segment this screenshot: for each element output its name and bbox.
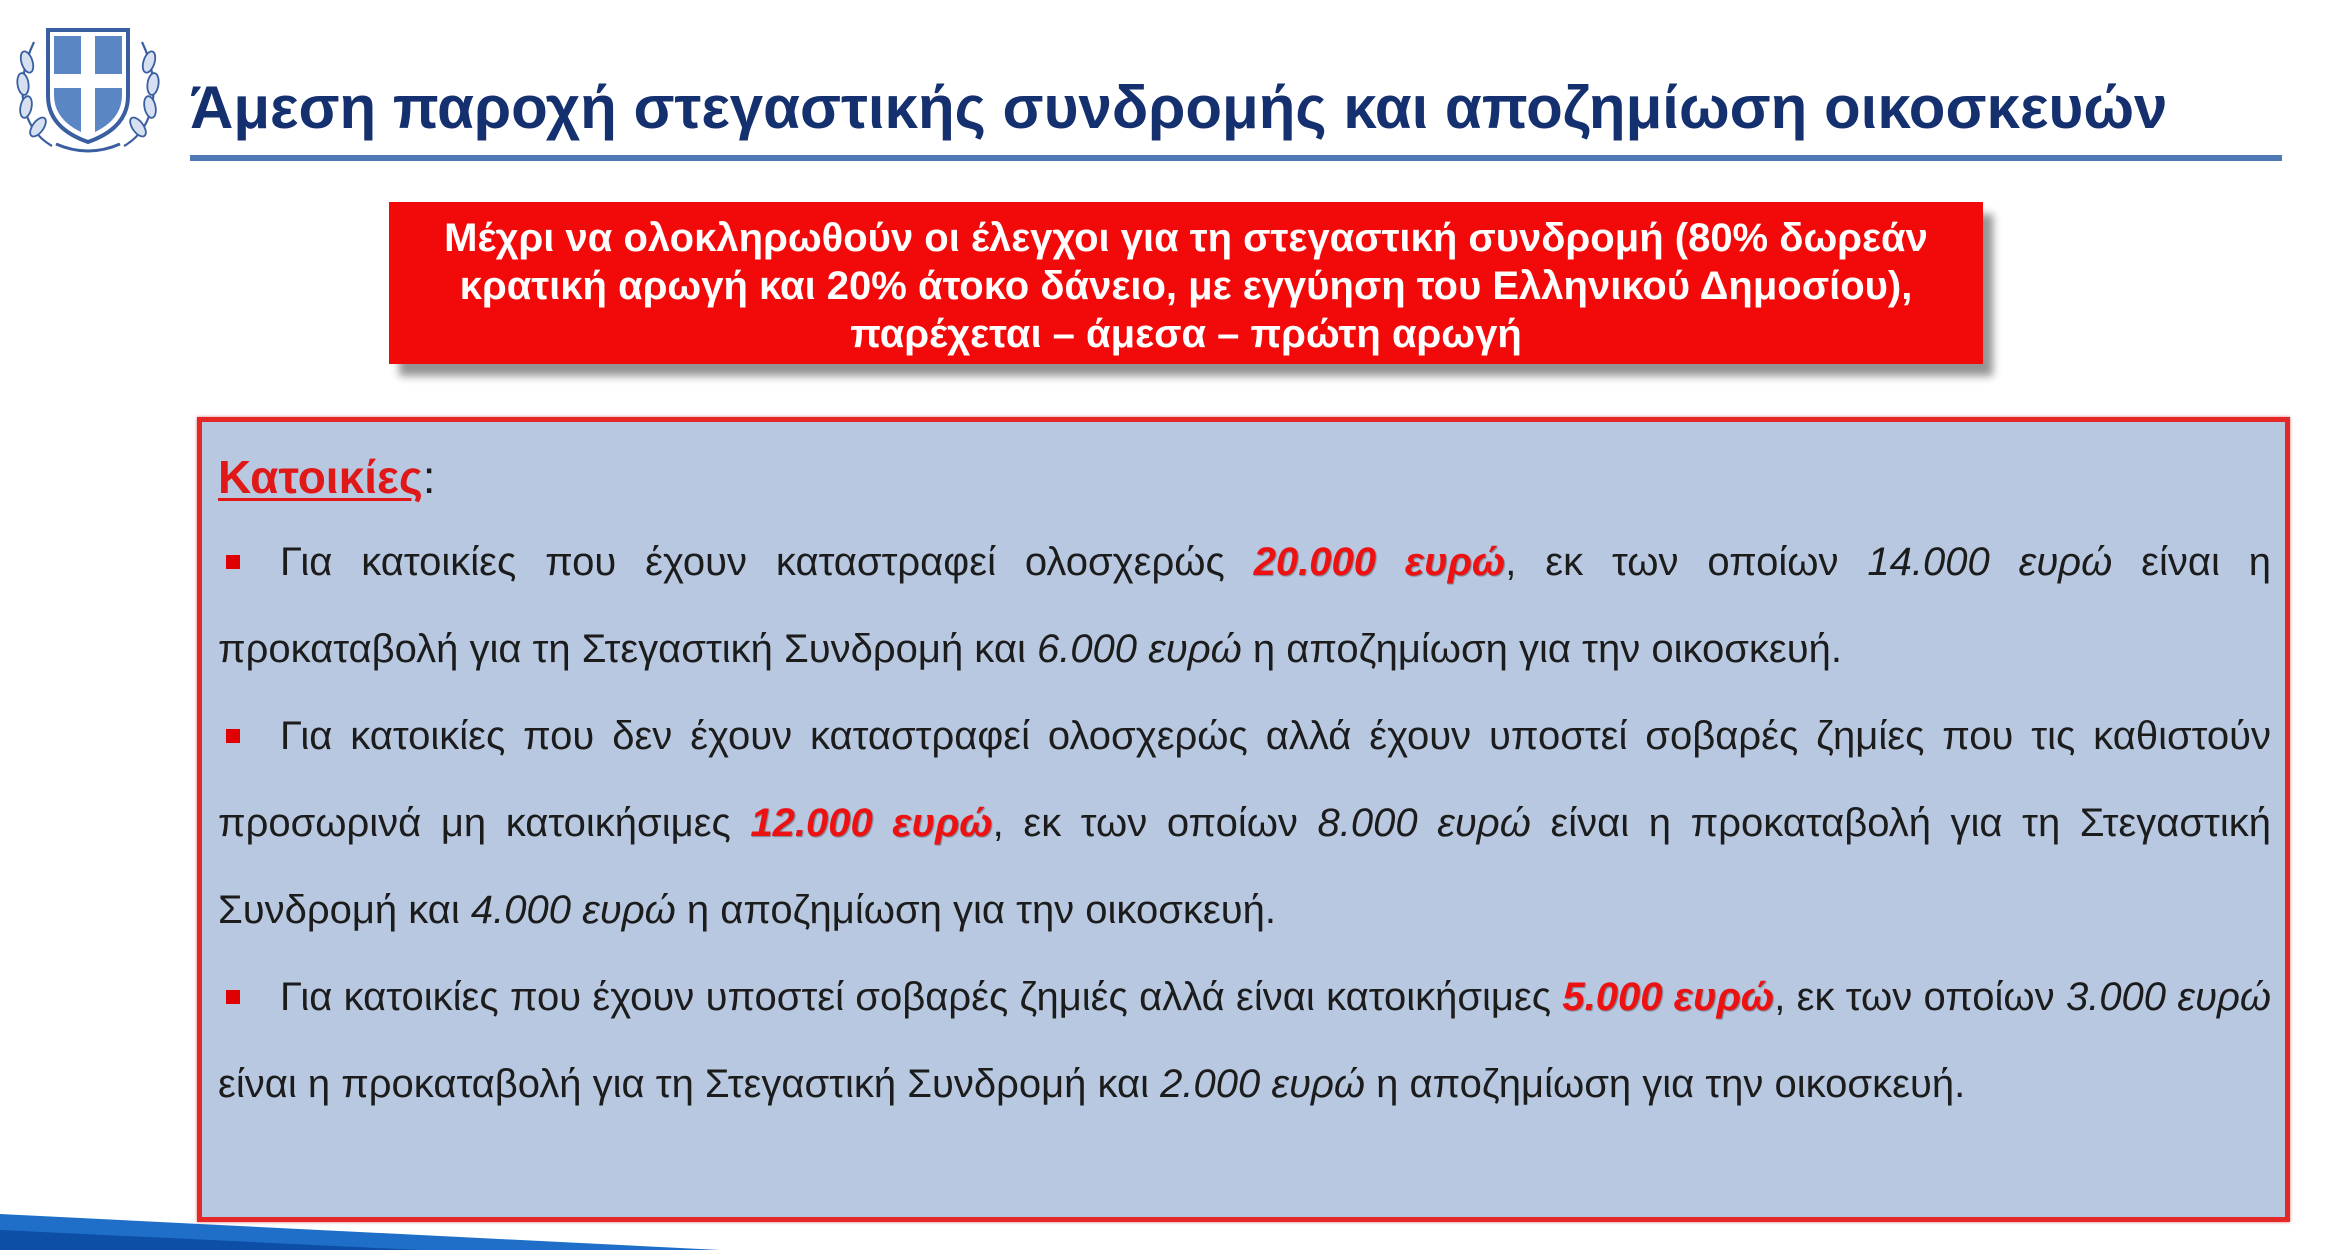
item-lead: Για κατοικίες που δεν έχουν καταστραφεί ολοσχερώς αλλά έχουν υποστεί σοβαρές ζημίες που τις καθιστούν προσωρινά μη κατοικήσιμες [218, 714, 2271, 846]
coat-of-arms-icon [12, 12, 164, 160]
bottom-accent-stripe [0, 1180, 720, 1250]
item-mid: , εκ των οποίων [1774, 975, 2066, 1020]
advance-amount: 8.000 ευρώ [1317, 801, 1531, 846]
item-mid: είναι η προκαταβολή για τη Στεγαστική Συνδρομή και [218, 1062, 1161, 1107]
page-title: Άμεση παροχή στεγαστικής συνδρομής και αποζημίωση οικοσκευών [190, 74, 2168, 141]
banner-line-1: Μέχρι να ολοκληρωθούν οι έλεγχοι για τη στεγαστική συνδρομή (80% δωρεάν [444, 216, 1928, 260]
panel-heading [218, 450, 2271, 505]
item-mid: , εκ των οποίων [1505, 540, 1868, 585]
item-tail: η αποζημίωση για την οικοσκευή. [1365, 1062, 1966, 1107]
item-mid: είναι η προκαταβολή για τη Στεγαστική Συνδρομή και [218, 801, 2271, 933]
item-tail: η αποζημίωση για την οικοσκευή. [675, 888, 1276, 933]
household-amount: 2.000 ευρώ [1160, 1062, 1365, 1107]
square-bullet-icon [226, 555, 240, 569]
panel-heading-keyword: Κατοικίες [218, 451, 423, 503]
advance-amount: 14.000 ευρώ [1867, 540, 2113, 585]
household-amount: 6.000 ευρώ [1036, 627, 1242, 672]
item-mid: είναι η προκαταβολή για τη Στεγαστική Συνδρομή και [218, 540, 2272, 672]
square-bullet-icon [226, 729, 240, 743]
item-mid: , εκ των οποίων [992, 801, 1318, 846]
square-bullet-icon [226, 990, 240, 1004]
banner-line-3: παρέχεται – άμεσα – πρώτη αρωγή [850, 312, 1522, 356]
total-amount: 12.000 ευρώ [750, 801, 993, 846]
item-lead: Για κατοικίες που έχουν καταστραφεί ολοσχερώς [280, 540, 1254, 585]
item-tail: η αποζημίωση για την οικοσκευή. [1241, 627, 1842, 672]
advance-amount: 3.000 ευρώ [2065, 975, 2272, 1020]
housing-info-panel [197, 417, 2290, 1222]
panel-heading-colon: : [422, 451, 436, 503]
total-amount: 5.000 ευρώ [1562, 975, 1775, 1020]
banner-line-2: κρατική αρωγή και 20% άτοκο δάνειο, με εγγύηση του Ελληνικού Δημοσίου), [459, 264, 1913, 308]
title-divider [190, 155, 2282, 161]
callout-banner [389, 202, 1983, 364]
household-amount: 4.000 ευρώ [470, 888, 676, 933]
list-item [218, 519, 2271, 693]
list-item [218, 693, 2271, 954]
item-lead: Για κατοικίες που έχουν υποστεί σοβαρές ζημιές αλλά είναι κατοικήσιμες [280, 975, 1563, 1020]
total-amount: 20.000 ευρώ [1253, 540, 1506, 585]
list-item [218, 954, 2271, 1128]
